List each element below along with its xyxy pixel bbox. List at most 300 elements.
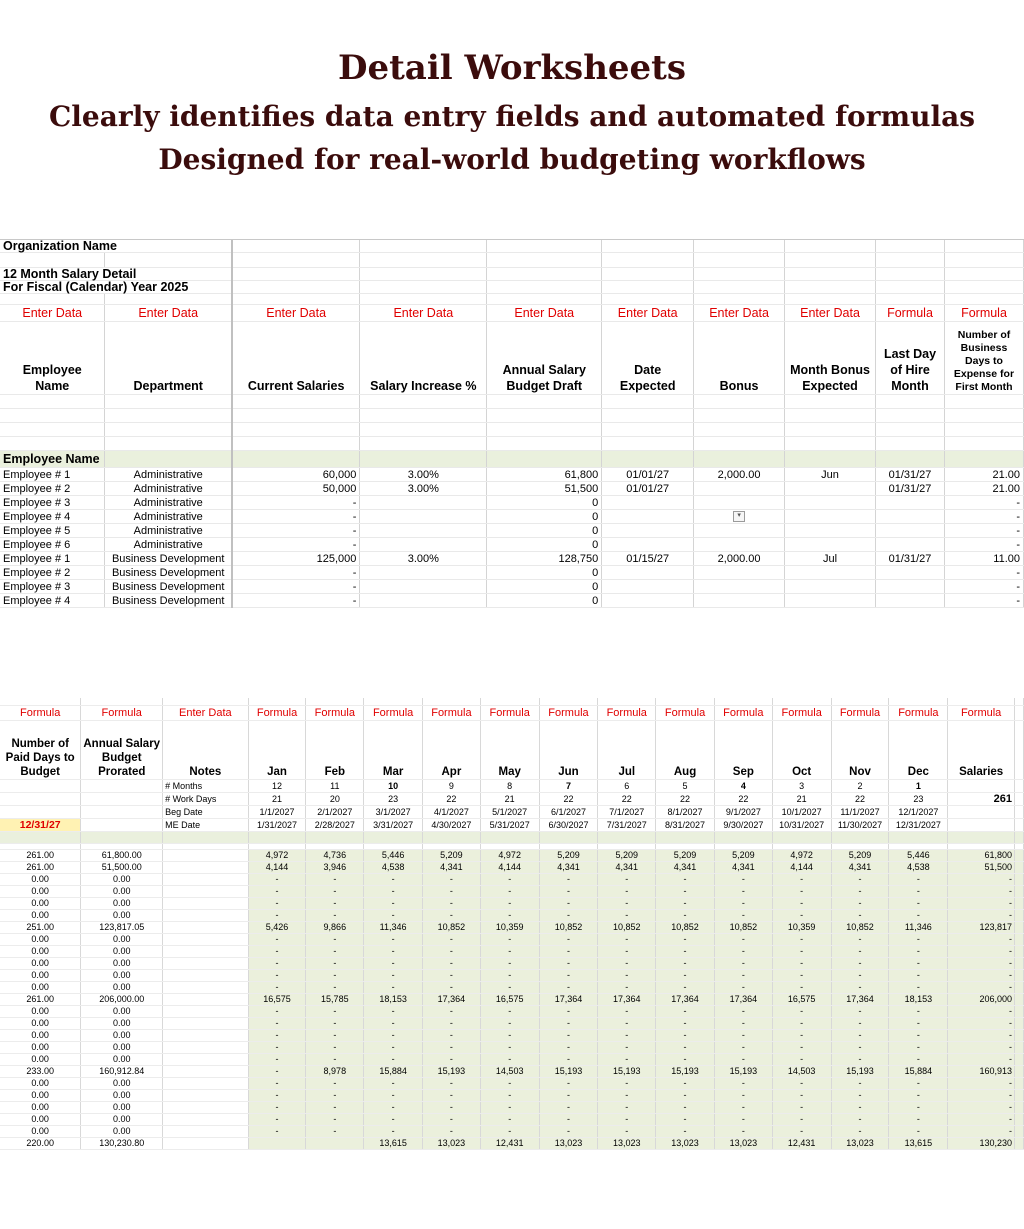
data-cell[interactable] (785, 594, 876, 608)
data-cell[interactable]: - (598, 1054, 656, 1066)
data-cell[interactable]: 01/01/27 (602, 468, 694, 482)
data-cell[interactable]: - (889, 1078, 948, 1090)
cell[interactable] (785, 268, 876, 281)
data-cell[interactable]: - (656, 1078, 715, 1090)
cell[interactable] (487, 395, 602, 409)
data-cell[interactable] (694, 510, 785, 524)
data-cell[interactable]: - (656, 910, 715, 922)
data-cell[interactable]: - (539, 910, 598, 922)
cell[interactable] (105, 253, 232, 268)
data-cell[interactable]: 0.00 (0, 1018, 81, 1030)
data-cell[interactable]: - (423, 898, 481, 910)
cell[interactable] (944, 268, 1023, 281)
type-label[interactable]: Formula (423, 706, 481, 721)
info-cell[interactable]: 10/31/2027 (772, 819, 831, 832)
cell[interactable] (1014, 698, 1023, 706)
data-cell[interactable]: 4,538 (889, 862, 948, 874)
data-cell[interactable]: - (423, 1018, 481, 1030)
cell[interactable] (944, 253, 1023, 268)
data-cell[interactable]: - (364, 898, 423, 910)
cell[interactable] (1014, 934, 1023, 946)
data-cell[interactable]: - (598, 1078, 656, 1090)
data-cell[interactable]: - (248, 1054, 306, 1066)
data-cell[interactable]: - (232, 524, 360, 538)
data-cell[interactable]: - (656, 1054, 715, 1066)
cell[interactable] (232, 437, 360, 451)
data-cell[interactable]: - (948, 946, 1015, 958)
data-cell[interactable]: 15,884 (364, 1066, 423, 1078)
data-cell[interactable]: - (423, 1090, 481, 1102)
data-cell[interactable] (785, 538, 876, 552)
data-cell[interactable]: - (306, 1102, 364, 1114)
data-cell[interactable]: - (656, 958, 715, 970)
data-cell[interactable]: - (714, 1054, 772, 1066)
section-label[interactable]: Employee Name (0, 451, 105, 468)
data-cell[interactable]: - (948, 1090, 1015, 1102)
data-cell[interactable]: 51,500.00 (81, 862, 163, 874)
cell[interactable] (948, 832, 1015, 844)
data-cell[interactable]: Business Development (105, 566, 232, 580)
data-cell[interactable]: - (364, 1030, 423, 1042)
cell[interactable] (1014, 1114, 1023, 1126)
year-end-cell[interactable] (0, 793, 81, 806)
cell[interactable] (232, 451, 360, 468)
data-cell[interactable]: 50,000 (232, 482, 360, 496)
data-cell[interactable]: - (306, 1114, 364, 1126)
type-label[interactable]: Formula (81, 706, 163, 721)
data-cell[interactable] (694, 538, 785, 552)
year-end-cell[interactable] (0, 806, 81, 819)
cell[interactable] (480, 698, 539, 706)
data-cell[interactable]: - (598, 1126, 656, 1138)
data-cell[interactable]: - (423, 1054, 481, 1066)
data-cell[interactable]: - (306, 1006, 364, 1018)
data-cell[interactable]: 61,800.00 (81, 850, 163, 862)
cell[interactable] (1014, 1006, 1023, 1018)
data-cell[interactable] (360, 538, 487, 552)
data-cell[interactable]: 16,575 (248, 994, 306, 1006)
data-cell[interactable]: Employee # 3 (0, 496, 105, 510)
data-cell[interactable]: - (714, 970, 772, 982)
data-cell[interactable]: 0.00 (0, 1090, 81, 1102)
data-cell[interactable] (360, 510, 487, 524)
data-cell[interactable]: 10,852 (598, 922, 656, 934)
data-cell[interactable]: 51,500 (948, 862, 1015, 874)
data-cell[interactable]: - (480, 1030, 539, 1042)
data-cell[interactable]: 3.00% (360, 552, 487, 566)
data-cell[interactable]: - (364, 1054, 423, 1066)
cell[interactable] (831, 832, 889, 844)
data-cell[interactable] (876, 566, 945, 580)
cell[interactable] (1014, 898, 1023, 910)
data-cell[interactable]: - (423, 958, 481, 970)
cell[interactable] (360, 294, 487, 305)
data-cell[interactable]: 17,364 (831, 994, 889, 1006)
cell[interactable] (163, 832, 249, 844)
data-cell[interactable]: - (232, 510, 360, 524)
data-cell[interactable]: - (772, 1030, 831, 1042)
data-cell[interactable]: Business Development (105, 580, 232, 594)
cell[interactable] (105, 409, 232, 423)
data-cell[interactable]: - (423, 1042, 481, 1054)
data-cell[interactable]: 18,153 (364, 994, 423, 1006)
data-cell[interactable]: 123,817 (948, 922, 1015, 934)
data-cell[interactable]: - (306, 1090, 364, 1102)
data-cell[interactable]: 261.00 (0, 862, 81, 874)
data-cell[interactable]: - (772, 910, 831, 922)
data-cell[interactable]: 4,736 (306, 850, 364, 862)
data-cell[interactable]: 5,446 (364, 850, 423, 862)
cell[interactable] (944, 281, 1023, 294)
column-header[interactable]: Mar (364, 721, 423, 780)
cell[interactable] (105, 294, 232, 305)
data-cell[interactable] (163, 1006, 249, 1018)
cell[interactable] (364, 698, 423, 706)
data-cell[interactable]: 13,023 (539, 1138, 598, 1150)
data-cell[interactable]: 0 (487, 496, 602, 510)
type-label[interactable]: Enter Data (487, 305, 602, 322)
cell[interactable] (785, 395, 876, 409)
data-cell[interactable] (163, 1078, 249, 1090)
data-cell[interactable] (602, 594, 694, 608)
data-cell[interactable]: - (948, 1042, 1015, 1054)
data-cell[interactable]: - (656, 1114, 715, 1126)
cell[interactable] (1014, 1042, 1023, 1054)
info-cell[interactable]: 1/1/2027 (248, 806, 306, 819)
cell[interactable] (487, 281, 602, 294)
data-cell[interactable]: Employee # 4 (0, 594, 105, 608)
data-cell[interactable]: 0.00 (81, 982, 163, 994)
data-cell[interactable]: - (423, 934, 481, 946)
data-cell[interactable]: - (656, 1126, 715, 1138)
data-cell[interactable]: - (480, 1018, 539, 1030)
data-cell[interactable]: - (772, 898, 831, 910)
column-header[interactable]: Nov (831, 721, 889, 780)
data-cell[interactable]: - (539, 1030, 598, 1042)
cell[interactable] (944, 395, 1023, 409)
cell[interactable] (694, 253, 785, 268)
cell[interactable] (360, 409, 487, 423)
info-cell[interactable]: 3/31/2027 (364, 819, 423, 832)
type-label[interactable]: Enter Data (694, 305, 785, 322)
info-cell[interactable]: 22 (831, 793, 889, 806)
data-cell[interactable] (602, 580, 694, 594)
data-cell[interactable] (163, 886, 249, 898)
info-cell[interactable]: 21 (480, 793, 539, 806)
data-cell[interactable] (163, 1042, 249, 1054)
data-cell[interactable]: 11,346 (889, 922, 948, 934)
data-cell[interactable]: - (889, 910, 948, 922)
info-cell[interactable]: 4/30/2027 (423, 819, 481, 832)
data-cell[interactable]: 13,023 (831, 1138, 889, 1150)
data-cell[interactable]: 0.00 (81, 1114, 163, 1126)
data-cell[interactable]: 0.00 (81, 1090, 163, 1102)
data-cell[interactable]: - (831, 874, 889, 886)
data-cell[interactable] (163, 898, 249, 910)
data-cell[interactable]: - (772, 1078, 831, 1090)
data-cell[interactable] (163, 946, 249, 958)
data-cell[interactable]: - (539, 1006, 598, 1018)
info-cell[interactable]: 21 (248, 793, 306, 806)
data-cell[interactable]: - (598, 1042, 656, 1054)
data-cell[interactable] (163, 1030, 249, 1042)
data-cell[interactable]: 11.00 (944, 552, 1023, 566)
cell[interactable] (656, 698, 715, 706)
cell[interactable] (772, 698, 831, 706)
data-cell[interactable]: 0.00 (0, 934, 81, 946)
cell[interactable] (785, 437, 876, 451)
data-cell[interactable]: Administrative (105, 524, 232, 538)
cell[interactable] (1014, 1018, 1023, 1030)
data-cell[interactable]: Employee # 2 (0, 566, 105, 580)
cell[interactable] (602, 253, 694, 268)
data-cell[interactable]: 14,503 (480, 1066, 539, 1078)
data-cell[interactable]: 15,193 (656, 1066, 715, 1078)
data-cell[interactable]: - (714, 982, 772, 994)
cell[interactable] (944, 409, 1023, 423)
data-cell[interactable]: 0.00 (81, 898, 163, 910)
year-end-cell[interactable] (0, 780, 81, 793)
data-cell[interactable] (163, 1126, 249, 1138)
data-cell[interactable]: - (248, 970, 306, 982)
cell[interactable] (423, 698, 481, 706)
cell[interactable] (602, 423, 694, 437)
data-cell[interactable]: - (772, 1054, 831, 1066)
data-cell[interactable]: 261.00 (0, 850, 81, 862)
data-cell[interactable]: - (598, 1030, 656, 1042)
cell[interactable] (1014, 850, 1023, 862)
data-cell[interactable]: Administrative (105, 538, 232, 552)
data-cell[interactable]: - (423, 910, 481, 922)
data-cell[interactable]: 5,446 (889, 850, 948, 862)
data-cell[interactable]: - (772, 1126, 831, 1138)
data-cell[interactable]: 5,209 (598, 850, 656, 862)
data-cell[interactable]: - (948, 1006, 1015, 1018)
cell[interactable] (772, 832, 831, 844)
type-label[interactable]: Formula (944, 305, 1023, 322)
data-cell[interactable]: - (831, 1030, 889, 1042)
data-cell[interactable]: - (598, 898, 656, 910)
data-cell[interactable]: Employee # 2 (0, 482, 105, 496)
data-cell[interactable]: 206,000.00 (81, 994, 163, 1006)
info-cell[interactable]: 9/1/2027 (714, 806, 772, 819)
info-cell[interactable]: 11/30/2027 (831, 819, 889, 832)
cell[interactable] (694, 451, 785, 468)
data-cell[interactable] (163, 994, 249, 1006)
info-cell[interactable]: 6 (598, 780, 656, 793)
cell[interactable] (360, 395, 487, 409)
data-cell[interactable]: 11,346 (364, 922, 423, 934)
data-cell[interactable]: - (889, 898, 948, 910)
data-cell[interactable]: 0.00 (81, 1126, 163, 1138)
info-cell[interactable]: 3/1/2027 (364, 806, 423, 819)
data-cell[interactable]: 4,341 (423, 862, 481, 874)
data-cell[interactable]: - (714, 874, 772, 886)
data-cell[interactable]: 17,364 (539, 994, 598, 1006)
data-cell[interactable]: 10,852 (714, 922, 772, 934)
data-cell[interactable] (876, 594, 945, 608)
data-cell[interactable]: - (248, 1114, 306, 1126)
data-cell[interactable]: - (248, 1090, 306, 1102)
cell[interactable] (876, 294, 945, 305)
data-cell[interactable]: 15,193 (598, 1066, 656, 1078)
data-cell[interactable]: - (423, 970, 481, 982)
data-cell[interactable] (785, 566, 876, 580)
data-cell[interactable]: - (539, 1018, 598, 1030)
data-cell[interactable]: - (306, 886, 364, 898)
info-label[interactable]: # Work Days (163, 793, 249, 806)
data-cell[interactable]: - (306, 1078, 364, 1090)
data-cell[interactable]: - (714, 1042, 772, 1054)
data-cell[interactable]: 4,972 (772, 850, 831, 862)
data-cell[interactable]: 15,884 (889, 1066, 948, 1078)
data-cell[interactable]: 15,785 (306, 994, 364, 1006)
type-label[interactable]: Formula (0, 706, 81, 721)
data-cell[interactable]: - (831, 1006, 889, 1018)
data-cell[interactable] (360, 524, 487, 538)
cell[interactable] (1014, 1054, 1023, 1066)
cell[interactable] (360, 253, 487, 268)
data-cell[interactable]: 0 (487, 524, 602, 538)
data-cell[interactable]: - (948, 934, 1015, 946)
cell[interactable] (944, 451, 1023, 468)
cell[interactable] (785, 451, 876, 468)
data-cell[interactable]: 0.00 (81, 934, 163, 946)
data-cell[interactable] (163, 1054, 249, 1066)
data-cell[interactable] (602, 524, 694, 538)
data-cell[interactable]: Employee # 1 (0, 468, 105, 482)
cell[interactable] (602, 268, 694, 281)
data-cell[interactable] (163, 1018, 249, 1030)
type-label[interactable]: Enter Data (360, 305, 487, 322)
data-cell[interactable]: - (364, 1018, 423, 1030)
data-cell[interactable] (163, 874, 249, 886)
data-cell[interactable]: 261.00 (0, 994, 81, 1006)
data-cell[interactable]: - (948, 1102, 1015, 1114)
data-cell[interactable]: - (656, 1030, 715, 1042)
data-cell[interactable]: - (364, 1078, 423, 1090)
data-cell[interactable]: 0.00 (0, 1006, 81, 1018)
data-cell[interactable]: - (714, 1102, 772, 1114)
data-cell[interactable]: 5,209 (714, 850, 772, 862)
cell[interactable] (785, 294, 876, 305)
cell[interactable] (105, 451, 232, 468)
data-cell[interactable]: 0.00 (81, 946, 163, 958)
cell[interactable] (785, 409, 876, 423)
data-cell[interactable]: 17,364 (656, 994, 715, 1006)
data-cell[interactable]: - (248, 1066, 306, 1078)
column-header[interactable]: Employee Name (0, 322, 105, 395)
data-cell[interactable]: Employee # 3 (0, 580, 105, 594)
data-cell[interactable]: 0.00 (0, 1054, 81, 1066)
data-cell[interactable] (876, 510, 945, 524)
cell[interactable] (1014, 970, 1023, 982)
data-cell[interactable]: - (656, 946, 715, 958)
data-cell[interactable]: - (306, 1042, 364, 1054)
cell[interactable] (1014, 793, 1023, 806)
cell[interactable] (306, 832, 364, 844)
data-cell[interactable]: - (364, 982, 423, 994)
type-label[interactable]: Formula (656, 706, 715, 721)
data-cell[interactable]: - (948, 1054, 1015, 1066)
data-cell[interactable]: 0.00 (81, 1078, 163, 1090)
data-cell[interactable]: - (714, 1126, 772, 1138)
data-cell[interactable]: - (539, 934, 598, 946)
info-cell[interactable]: 20 (306, 793, 364, 806)
data-cell[interactable]: - (306, 898, 364, 910)
data-cell[interactable]: 0.00 (0, 886, 81, 898)
data-cell[interactable]: - (889, 958, 948, 970)
info-cell[interactable]: 5 (656, 780, 715, 793)
data-cell[interactable]: - (944, 566, 1023, 580)
cell[interactable] (232, 423, 360, 437)
cell[interactable] (360, 268, 487, 281)
cell[interactable] (81, 780, 163, 793)
data-cell[interactable]: 251.00 (0, 922, 81, 934)
data-cell[interactable]: 18,153 (889, 994, 948, 1006)
data-cell[interactable]: 4,341 (598, 862, 656, 874)
data-cell[interactable]: 0.00 (81, 1102, 163, 1114)
column-header[interactable]: Department (105, 322, 232, 395)
data-cell[interactable]: 01/01/27 (602, 482, 694, 496)
data-cell[interactable]: - (598, 1090, 656, 1102)
data-cell[interactable]: 01/31/27 (876, 482, 945, 496)
cell[interactable] (487, 409, 602, 423)
data-cell[interactable]: - (714, 1006, 772, 1018)
data-cell[interactable]: - (714, 1114, 772, 1126)
data-cell[interactable]: 0.00 (0, 1042, 81, 1054)
column-header[interactable]: Date Expected (602, 322, 694, 395)
data-cell[interactable]: - (364, 886, 423, 898)
data-cell[interactable]: Employee # 5 (0, 524, 105, 538)
data-cell[interactable]: 0 (487, 580, 602, 594)
data-cell[interactable]: - (831, 898, 889, 910)
info-cell[interactable]: 6/30/2027 (539, 819, 598, 832)
data-cell[interactable]: - (480, 1114, 539, 1126)
data-cell[interactable]: - (539, 1054, 598, 1066)
data-cell[interactable]: - (423, 874, 481, 886)
data-cell[interactable]: - (598, 1018, 656, 1030)
cell[interactable] (0, 832, 81, 844)
cell[interactable] (232, 240, 360, 253)
cell[interactable] (785, 281, 876, 294)
data-cell[interactable] (785, 580, 876, 594)
data-cell[interactable]: 4,144 (480, 862, 539, 874)
info-total[interactable]: 261 (948, 793, 1015, 806)
cell[interactable] (602, 240, 694, 253)
data-cell[interactable]: - (232, 594, 360, 608)
data-cell[interactable]: 0.00 (0, 910, 81, 922)
data-cell[interactable]: 233.00 (0, 1066, 81, 1078)
data-cell[interactable] (360, 580, 487, 594)
cell[interactable] (487, 437, 602, 451)
data-cell[interactable]: - (831, 958, 889, 970)
data-cell[interactable]: - (831, 1114, 889, 1126)
data-cell[interactable]: - (656, 1042, 715, 1054)
data-cell[interactable] (360, 594, 487, 608)
data-cell[interactable]: - (539, 898, 598, 910)
data-cell[interactable]: - (232, 566, 360, 580)
cell[interactable] (232, 294, 360, 305)
type-label[interactable]: Enter Data (602, 305, 694, 322)
data-cell[interactable]: - (889, 1090, 948, 1102)
data-cell[interactable]: - (480, 886, 539, 898)
cell[interactable] (0, 423, 105, 437)
cell[interactable] (1014, 780, 1023, 793)
info-cell[interactable]: 3 (772, 780, 831, 793)
data-cell[interactable]: - (944, 496, 1023, 510)
data-cell[interactable]: Administrative (105, 482, 232, 496)
